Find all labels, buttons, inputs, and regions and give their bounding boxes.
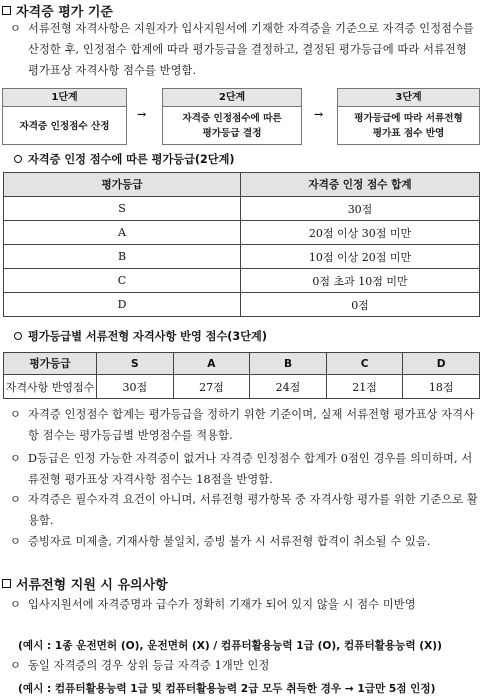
table-header: 자격증 인정 점수 합계 bbox=[241, 173, 480, 197]
bullet-icon: ㅇ bbox=[10, 22, 21, 35]
note-item: ㅇ 입사지원서에 자격증명과 급수가 정확히 기재가 되어 있지 않을 시 점수 미반영 bbox=[10, 594, 480, 615]
score-subtitle: 평가등급별 서류전형 자격사항 반영 점수(3단계) bbox=[14, 328, 267, 344]
example-2: (예시 : 컴퓨터활용능력 1급 및 컴퓨터활용능력 2급 모두 취득한 경우 → 1급만 5점 인정) bbox=[18, 683, 436, 695]
arrow-right-icon: → bbox=[314, 108, 324, 121]
bullet-icon: ㅇ bbox=[10, 493, 21, 506]
step-3-box: 3단계 평가등급에 따라 서류전형 평가표 점수 반영 bbox=[337, 88, 480, 145]
circle-bullet-icon bbox=[14, 155, 22, 163]
note-item: ㅇ 동일 자격증의 경우 상위 등급 자격증 1개만 인정 bbox=[10, 655, 480, 676]
bullet-icon: ㅇ bbox=[10, 535, 21, 548]
table-header: D bbox=[403, 353, 480, 375]
table-row: B 10점 이상 20점 미만 bbox=[4, 245, 480, 269]
section2-title: 서류전형 지원 시 유의사항 bbox=[2, 574, 168, 593]
bullet-icon: ㅇ bbox=[10, 452, 21, 465]
table-row: 자격사항 반영점수 30점 27점 24점 21점 18점 bbox=[4, 375, 480, 399]
square-icon bbox=[2, 6, 11, 15]
table-row: S 30점 bbox=[4, 197, 480, 221]
arrow-right-icon: → bbox=[137, 108, 147, 121]
table-header: C bbox=[326, 353, 403, 375]
step-2-box: 2단계 자격증 인정점수에 따른 평가등급 결정 bbox=[162, 88, 302, 145]
note-item: ㅇ 자격증 인정점수 합계는 평가등급을 정하기 위한 기준이며, 실제 서류전형 평가표상 자격사항 점수는 평가등급별 반영점수를 적용함. bbox=[10, 404, 480, 446]
table-row: D 0점 bbox=[4, 293, 480, 317]
grade-subtitle: 자격증 인정 점수에 따른 평가등급(2단계) bbox=[14, 151, 235, 167]
score-table bbox=[3, 352, 480, 399]
table-header: 평가등급 bbox=[4, 353, 97, 375]
note-item: ㅇ 자격증은 필수자격 요건이 아니며, 서류전형 평가항목 중 자격사항 평가를 위한 기준으로 활용함. bbox=[10, 489, 480, 531]
step-1-box: 1단계 자격증 인정점수 산정 bbox=[2, 88, 127, 145]
table-row: C 0점 초과 10점 미만 bbox=[4, 269, 480, 293]
example-1: (예시 : 1종 운전면허 (O), 운전면허 (X) / 컴퓨터활용능력 1급 (O), 컴퓨터활용능력 (X)) bbox=[18, 640, 442, 652]
intro-paragraph: ㅇ 서류전형 자격사항은 지원자가 입사지원서에 기재한 자격증을 기준으로 자격증 인정점수를 산정한 후, 인정점수 합계에 따라 평가등급을 결정하고, 결정된 평가등급에 따라 서류전형 평가표상 자격사항 점수를 반영함. bbox=[10, 18, 480, 81]
bullet-icon: ㅇ bbox=[10, 408, 21, 421]
table-header: B bbox=[250, 353, 327, 375]
circle-bullet-icon bbox=[14, 332, 22, 340]
note-item: ㅇ D등급은 인정 가능한 자격증이 없거나 자격증 인정점수 합계가 0점인 경우를 의미하며, 서류전형 평가표상 자격사항 점수는 18점을 반영함. bbox=[10, 448, 480, 490]
section1-title: 자격증 평가 기준 bbox=[2, 1, 113, 20]
note-item: ㅇ 증빙자료 미제출, 기재사항 불일치, 증빙 불가 시 서류전형 합격이 취소될 수 있음. bbox=[10, 531, 480, 552]
bullet-icon: ㅇ bbox=[10, 659, 21, 672]
grade-table bbox=[3, 172, 480, 317]
table-row: A 20점 이상 30점 미만 bbox=[4, 221, 480, 245]
table-header: 평가등급 bbox=[4, 173, 241, 197]
table-header: A bbox=[173, 353, 250, 375]
square-icon bbox=[2, 579, 11, 588]
table-header: S bbox=[97, 353, 174, 375]
bullet-icon: ㅇ bbox=[10, 598, 21, 611]
